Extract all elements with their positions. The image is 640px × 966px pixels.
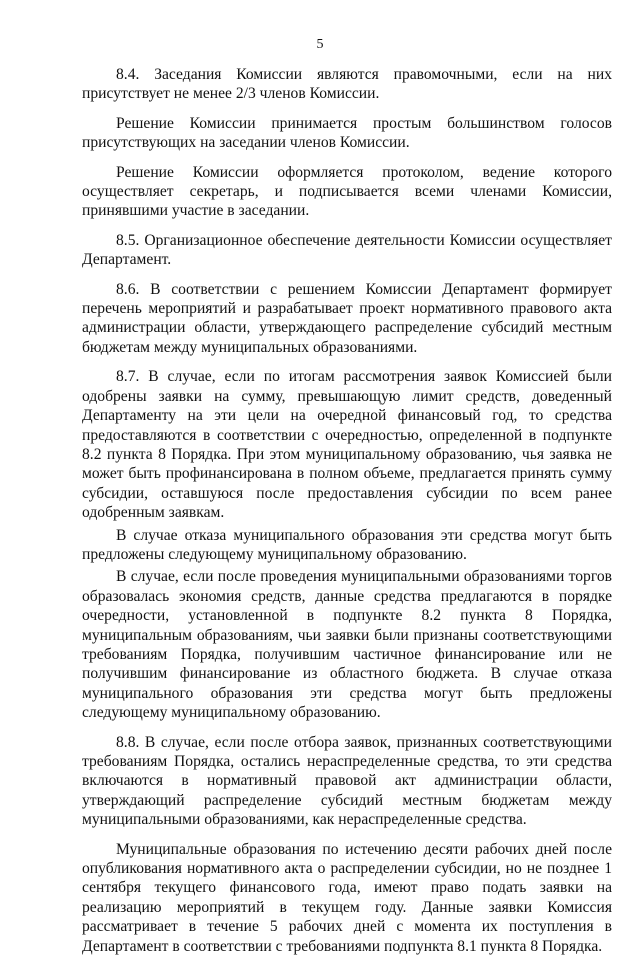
paragraph-8-5: 8.5. Организационное обеспечение деятельности Комиссии осуществляет Департамент. [82, 231, 612, 269]
paragraph-8-6: 8.6. В соответствии с решением Комиссии Департамент формирует перечень мероприятий и разрабатывает проект нормативного правового акта администрации области, утверждающего распределение субсидий местным бюджетам между муниципальных образованиями. [82, 280, 612, 356]
paragraph-decision-majority: Решение Комиссии принимается простым большинством голосов присутствующих на заседании членов Комиссии. [82, 114, 612, 152]
paragraph-additional-applications: Муниципальные образования по истечению десяти рабочих дней после опубликования нормативного акта о распределении субсидии, но не позднее 1 сентября текущего финансового года, имеют право подать заявки на реализацию мероприятий в текущем году. Данные заявки Комиссия рассматривает в течение 5 рабочих дней с момента их поступления в Департамент в соответствии с требованиями подпункта 8.1 пункта 8 Порядка. [82, 840, 612, 955]
page-number: 5 [316, 37, 324, 52]
paragraph-refusal: В случае отказа муниципального образования эти средства могут быть предложены следующему муниципальному образованию. [82, 526, 612, 563]
document-body [82, 65, 612, 966]
paragraph-8-4: 8.4. Заседания Комиссии являются правомочными, если на них присутствует не менее 2/3 членов Комиссии. [82, 66, 612, 103]
paragraph-8-8: 8.8. В случае, если после отбора заявок, признанных соответствующими требованиям Порядка, остались нераспределенные средства, то эти средства включаются в нормативный правовой акт администрации области, утверждающий распределение субсидий местным бюджетам между муниципальными образованиями, как нераспределенные средства. [82, 733, 612, 829]
paragraph-8-7: 8.7. В случае, если по итогам рассмотрения заявок Комиссией были одобрены заявки на сумму, превышающую лимит средств, доведенный Департаменту на эти цели на очередной финансовый год, то средства предоставляются в соответствии с очередностью, определенной в подпункте 8.2 пункта 8 Порядка. При этом муниципальному образованию, чья заявка не может быть профинансирована в полном объеме, предлагается принять сумму субсидии, оставшуюся после предоставления субсидии по всем ранее одобренным заявкам. [82, 368, 612, 522]
paragraph-savings: В случае, если после проведения муниципальными образованиями торгов образовалась экономия средств, данные средства предлагаются в порядке очередности, установленной в подпункте 8.2 пункта 8 Порядка, муниципальным образованиям, чьи заявки были признаны соответствующими требованиям Порядка, получившим частичное финансирование или не получившим финансирование из областного бюджета. В случае отказа муниципального образования эти средства могут быть предложены следующему муниципальному образованию. [82, 568, 612, 722]
paragraph-decision-protocol: Решение Комиссии оформляется протоколом, ведение которого осуществляет секретарь, и подписывается всеми членами Комиссии, принявшими участие в заседании. [82, 163, 612, 220]
